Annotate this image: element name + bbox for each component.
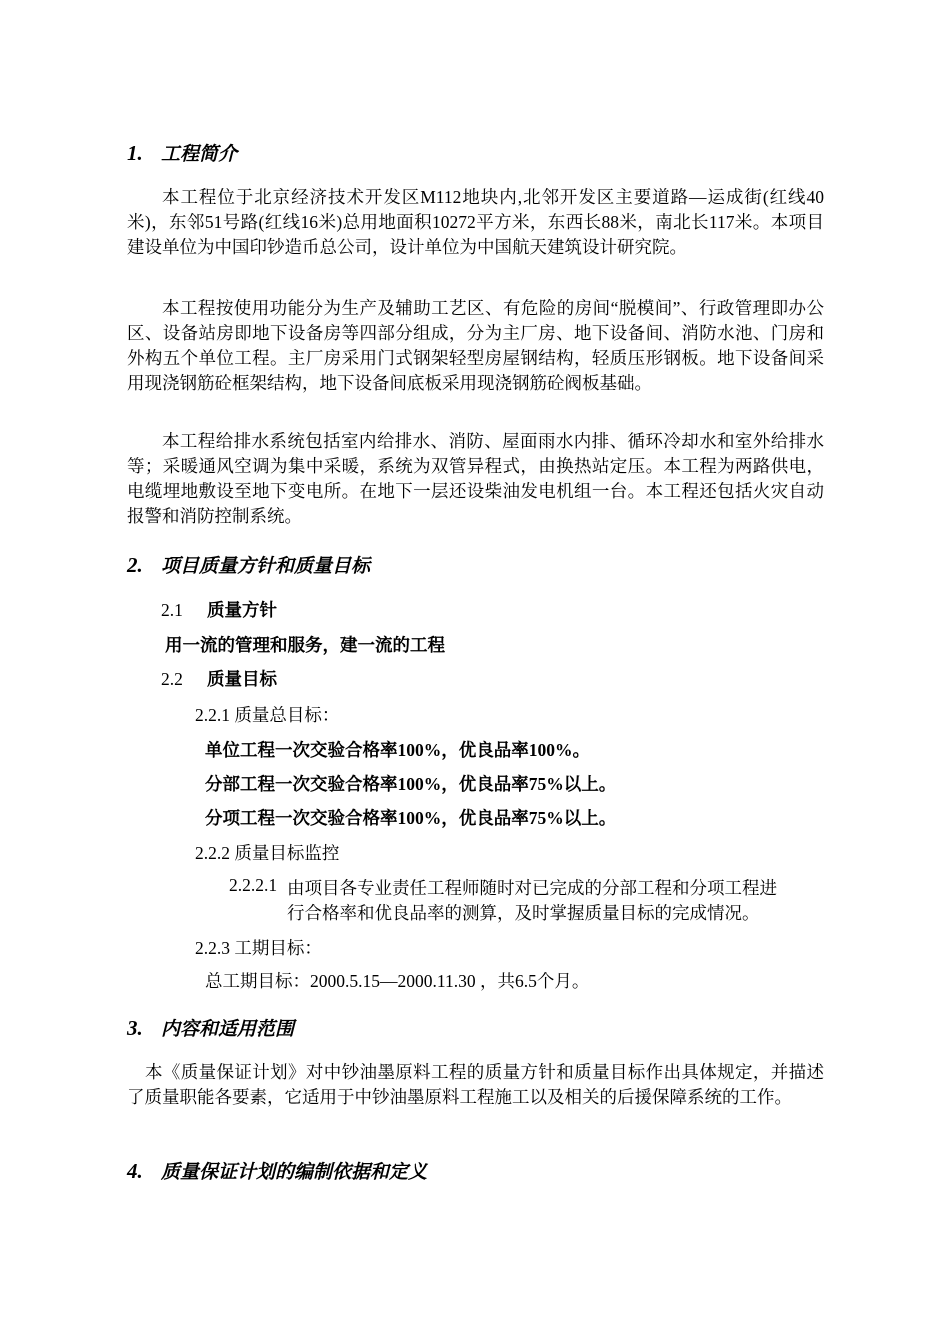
subsection-2-2: 2.2 质量目标 xyxy=(161,669,277,689)
subsection-2-2-2: 2.2.2 质量目标监控 xyxy=(195,843,340,863)
quality-policy: 用一流的管理和服务，建一流的工程 xyxy=(165,635,445,655)
subsection-2-2-2-1-number: 2.2.2.1 xyxy=(229,875,278,895)
intro-paragraph-2: 本工程按使用功能分为生产及辅助工艺区、有危险的房间“脱模间”、行政管理即办公区、设备站房即地下设备房等四部分组成，分为主厂房、地下设备间、消防水池、门房和外构五个单位工程。主厂房采用门式钢架轻型房屋钢结构，轻质压形钢板。地下设备间采用现浇钢筋砼框架结构，地下设备间底板采用现浇钢筋砼阀板基础。 xyxy=(127,298,824,393)
quality-goal-1: 单位工程一次交验合格率100%，优良品率100%。 xyxy=(205,740,590,760)
quality-goal-3: 分项工程一次交验合格率100%，优良品率75%以上。 xyxy=(205,808,617,828)
subsection-2-2-2-1-line-1: 由项目各专业责任工程师随时对已完成的分部工程和分项工程进 xyxy=(287,878,777,898)
schedule-goal: 总工期目标：2000.5.15—2000.11.30 ，共6.5个月。 xyxy=(205,971,590,991)
subsection-2-1: 2.1 质量方针 xyxy=(161,600,277,620)
section-heading-1: 1. 工程简介 xyxy=(127,141,238,165)
quality-goal-2: 分部工程一次交验合格率100%，优良品率75%以上。 xyxy=(205,774,617,794)
scope-paragraph: 本《质量保证计划》对中钞油墨原料工程的质量方针和质量目标作出具体规定，并描述了质量职能各要素，它适用于中钞油墨原料工程施工以及相关的后援保障系统的工作。 xyxy=(127,1062,824,1107)
subsection-2-2-2-1-line-2: 行合格率和优良品率的测算，及时掌握质量目标的完成情况。 xyxy=(287,903,760,923)
subsection-2-2-1: 2.2.1 质量总目标： xyxy=(195,705,340,725)
section-heading-4: 4. 质量保证计划的编制依据和定义 xyxy=(127,1159,428,1183)
intro-paragraph-1: 本工程位于北京经济技术开发区M112地块内,北邻开发区主要道路—运成街(红线40米)，东邻51号路(红线16米)总用地面积10272平方米，东西长88米，南北长117米。本项目建设单位为中国印钞造币总公司，设计单位为中国航天建筑设计研究院。 xyxy=(127,187,824,257)
section-heading-3: 3. 内容和适用范围 xyxy=(127,1016,295,1040)
subsection-2-2-3: 2.2.3 工期目标： xyxy=(195,938,322,958)
section-heading-2: 2. 项目质量方针和质量目标 xyxy=(127,553,371,577)
intro-paragraph-3: 本工程给排水系统包括室内给排水、消防、屋面雨水内排、循环冷却水和室外给排水等；采暖通风空调为集中采暖，系统为双管异程式，由换热站定压。本工程为两路供电，电缆埋地敷设至地下变电所。在地下一层还设柴油发电机组一台。本工程还包括火灾自动报警和消防控制系统。 xyxy=(127,431,824,526)
